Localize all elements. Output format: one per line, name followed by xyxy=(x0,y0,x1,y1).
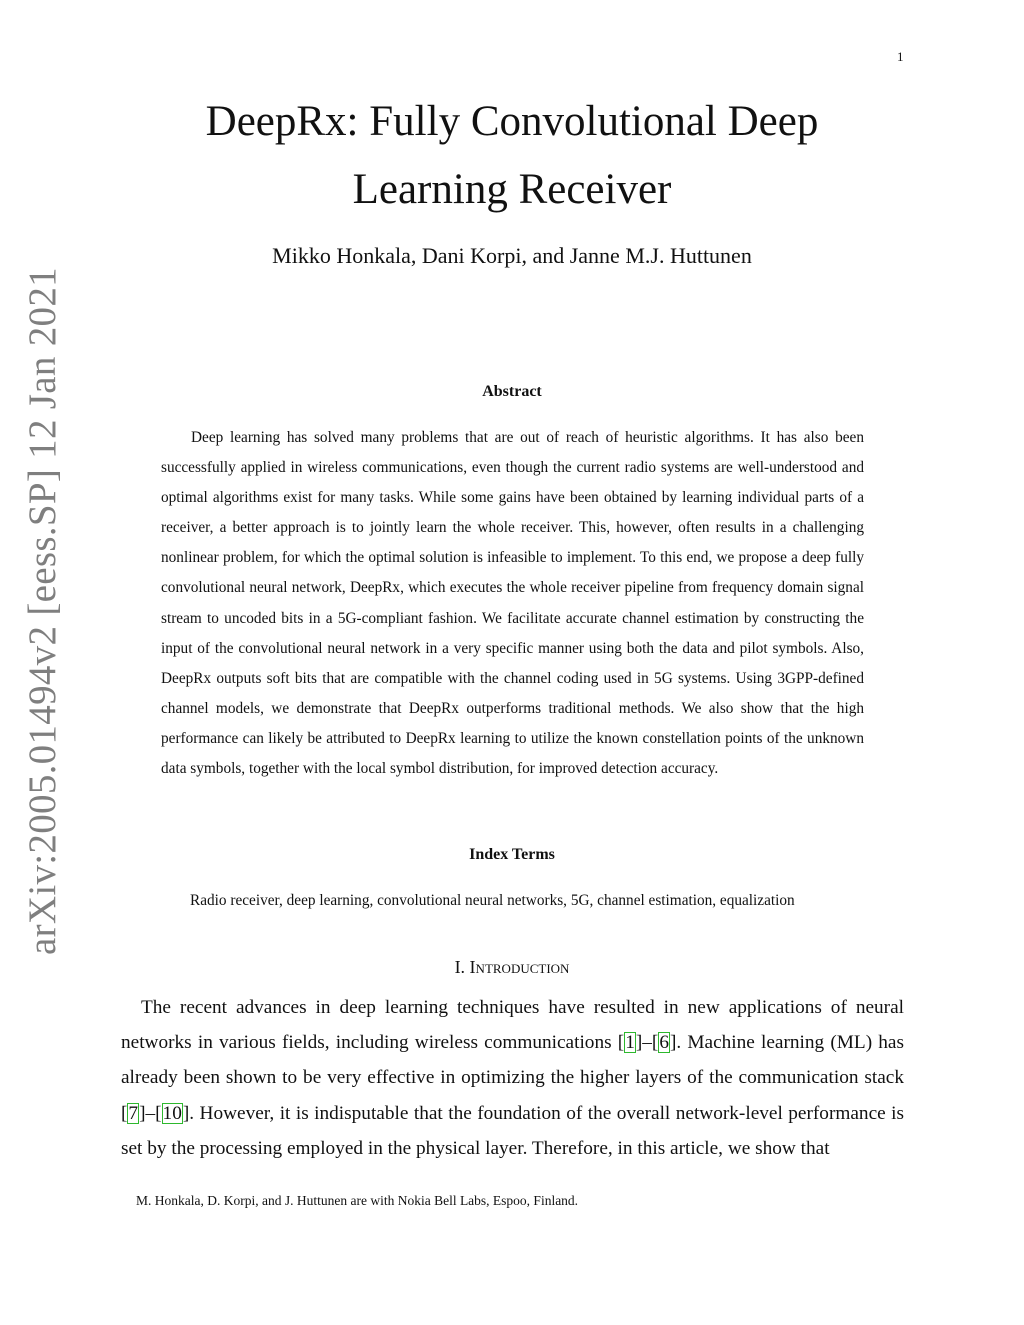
paper-title: DeepRx: Fully Convolutional Deep Learning Receiver xyxy=(205,98,819,213)
author-affiliation-footnote: M. Honkala, D. Korpi, and J. Huttunen are with Nokia Bell Labs, Espoo, Finland. xyxy=(136,1193,579,1208)
intro-text-segment: ]. Machine learning (ML) has already been shown to be very effective in optimizing the higher layers of the communication stack [ xyxy=(121,1032,904,1124)
index-terms-text: Radio receiver, deep learning, convolutional neural networks, 5G, channel estimation, equalization xyxy=(190,892,795,909)
intro-text-segment: ]. However, it is indisputable that the foundation of the overall network-level performance is set by the processing employed in the physical layer. Therefore, in this article, we show that xyxy=(121,1102,904,1159)
index-terms-heading: Index Terms xyxy=(469,846,555,863)
arxiv-identifier-stamp[interactable]: arXiv:2005.01494v2 [eess.SP] 12 Jan 2021 xyxy=(21,267,64,955)
citation-link[interactable]: 10 xyxy=(162,1102,182,1124)
intro-text-segment: The recent advances in deep learning techniques have resulted in new applications of neural networks in various fields, including wireless communications [ xyxy=(121,997,904,1054)
author-list: Mikko Honkala, Dani Korpi, and Janne M.J. Huttunen xyxy=(272,243,752,268)
abstract-heading: Abstract xyxy=(482,383,542,400)
page-number: 1 xyxy=(897,49,904,64)
section-heading-introduction: I. Introduction xyxy=(454,957,570,977)
abstract-text: Deep learning has solved many problems that are out of reach of heuristic algorithms. It has also been successfully applied in wireless communications, even though the current radio systems are well-understood and optimal algorithms exist for many tasks. While some gains have been obtained by learning individual parts of a receiver, a better approach is to jointly learn the whole receiver. This, however, often results in a challenging nonlinear problem, for which the optimal solution is infeasible to implement. To this end, we propose a deep fully convolutional neural network, DeepRx, which executes the whole receiver pipeline from frequency domain signal stream to uncoded bits in a 5G-compliant fashion. We facilitate accurate channel estimation by constructing the input of the convolutional neural network in a very specific manner using both the data and pilot symbols. Also, DeepRx outputs soft bits that are compatible with the channel coding used in 5G systems. Using 3GPP-defined channel models, we demonstrate that DeepRx outperforms traditional methods. We also show that the high performance can likely be attributed to DeepRx learning to utilize the known constellation points of the unknown data symbols, together with the local symbol distribution, for improved detection accuracy. xyxy=(161,429,864,778)
citation-separator: ]–[ xyxy=(635,1032,659,1054)
citation-link[interactable]: 7 xyxy=(128,1102,139,1124)
introduction-paragraph xyxy=(121,990,904,1166)
citation-link[interactable]: 1 xyxy=(625,1032,635,1054)
citation-link[interactable]: 6 xyxy=(659,1032,669,1054)
citation-separator: ]–[ xyxy=(139,1102,162,1124)
